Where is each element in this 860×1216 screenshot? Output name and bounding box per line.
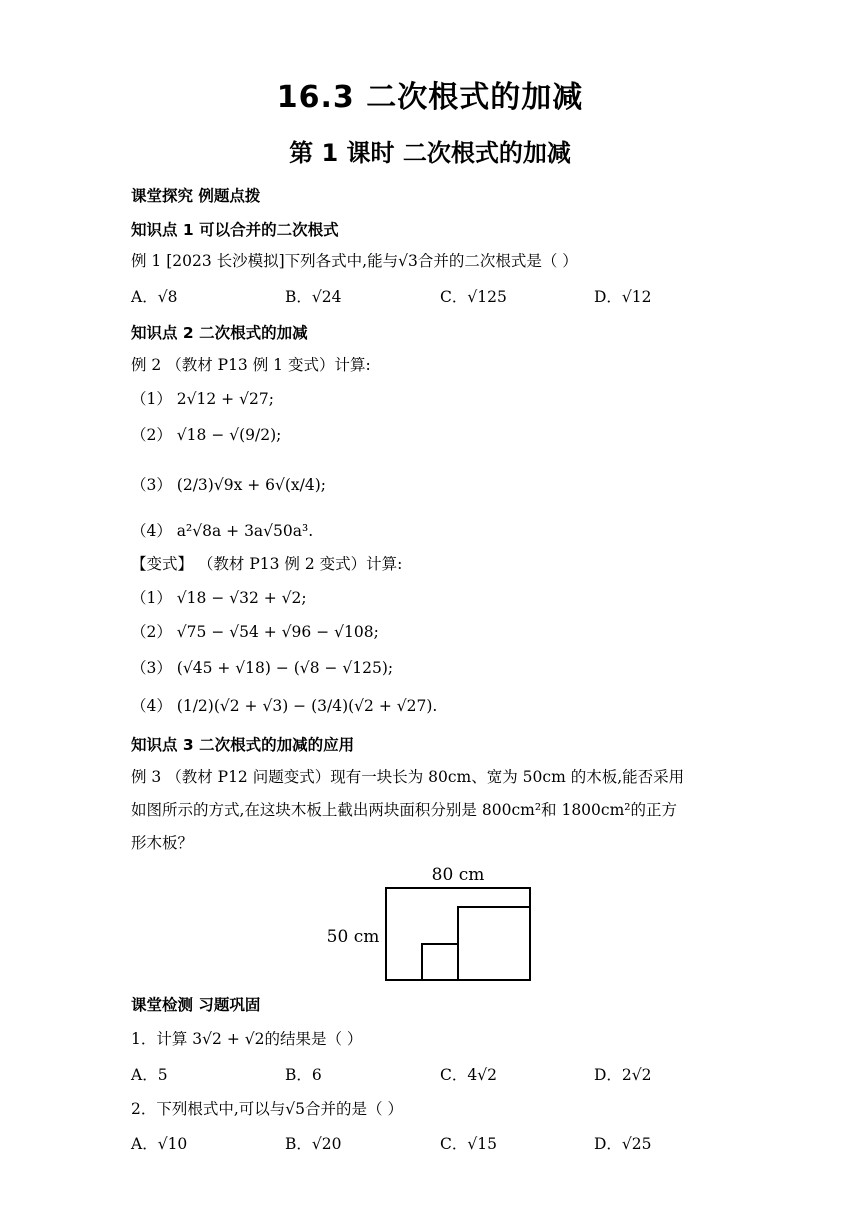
question-1: 1．计算 3√2 + √2的结果是（ ） bbox=[131, 1030, 363, 1048]
example-2-item-3: （3） (2/3)√9x + 6√(x/4); bbox=[131, 476, 327, 494]
example-3-line-2: 如图所示的方式,在这块木板上截出两块面积分别是 800cm²和 1800cm²的正方 bbox=[131, 801, 677, 819]
variant-item-4: （4） (1/2)(√2 + √3) − (3/4)(√2 + √27). bbox=[131, 697, 438, 715]
question-2-option-a: A．√10 bbox=[131, 1135, 188, 1153]
example-1-option-d: D．√12 bbox=[594, 288, 652, 306]
question-2: 2．下列根式中,可以与√5合并的是（ ） bbox=[131, 1100, 403, 1118]
example-1-option-c: C．√125 bbox=[440, 288, 507, 306]
knowledge-point-2: 知识点 2 二次根式的加减 bbox=[131, 324, 308, 342]
variant-prompt: 【变式】 （教材 P13 例 2 变式）计算: bbox=[131, 555, 403, 573]
question-2-option-d: D．√25 bbox=[594, 1135, 652, 1153]
knowledge-point-3: 知识点 3 二次根式的加减的应用 bbox=[131, 736, 355, 754]
example-3-line-1: 例 3 （教材 P12 问题变式）现有一块长为 80cm、宽为 50cm 的木板,能否采用 bbox=[131, 768, 685, 786]
example-1-text: 例 1 [2023 长沙模拟]下列各式中,能与√3合并的二次根式是（ ） bbox=[131, 252, 578, 270]
variant-item-3: （3） (√45 + √18) − (√8 − √125); bbox=[131, 659, 394, 677]
large-square bbox=[458, 907, 530, 980]
example-3-line-3: 形木板？ bbox=[131, 834, 194, 852]
example-1-option-b: B．√24 bbox=[285, 288, 342, 306]
section-heading-practice: 课堂检测 习题巩固 bbox=[131, 996, 261, 1014]
question-2-option-c: C．√15 bbox=[440, 1135, 497, 1153]
knowledge-point-1: 知识点 1 可以合并的二次根式 bbox=[131, 221, 339, 239]
question-1-option-b: B．6 bbox=[285, 1066, 322, 1084]
question-2-option-b: B．√20 bbox=[285, 1135, 342, 1153]
section-heading-explore: 课堂探究 例题点拨 bbox=[131, 187, 261, 205]
small-square bbox=[422, 944, 458, 980]
figure-width-label: 80 cm bbox=[431, 865, 485, 885]
wood-board-figure bbox=[320, 858, 540, 986]
variant-item-1: （1） √18 − √32 + √2; bbox=[131, 589, 307, 607]
question-1-option-d: D．2√2 bbox=[594, 1066, 652, 1084]
example-2-item-4: （4） a²√8a + 3a√50a³. bbox=[131, 522, 314, 540]
example-1-question bbox=[131, 250, 578, 272]
figure-height-label: 50 cm bbox=[326, 927, 380, 947]
example-2-prompt: 例 2 （教材 P13 例 1 变式）计算: bbox=[131, 356, 371, 374]
example-1-option-a: A．√8 bbox=[131, 288, 178, 306]
variant-item-2: （2） √75 − √54 + √96 − √108; bbox=[131, 623, 379, 641]
example-2-item-2: （2） √18 − √(9/2); bbox=[131, 426, 282, 444]
page-title: 16.3 二次根式的加减 bbox=[276, 80, 584, 115]
question-1-option-a: A．5 bbox=[131, 1066, 168, 1084]
question-1-option-c: C．4√2 bbox=[440, 1066, 497, 1084]
lesson-subtitle: 第 1 课时 二次根式的加减 bbox=[289, 139, 571, 167]
example-2-item-1: （1） 2√12 + √27; bbox=[131, 390, 274, 408]
